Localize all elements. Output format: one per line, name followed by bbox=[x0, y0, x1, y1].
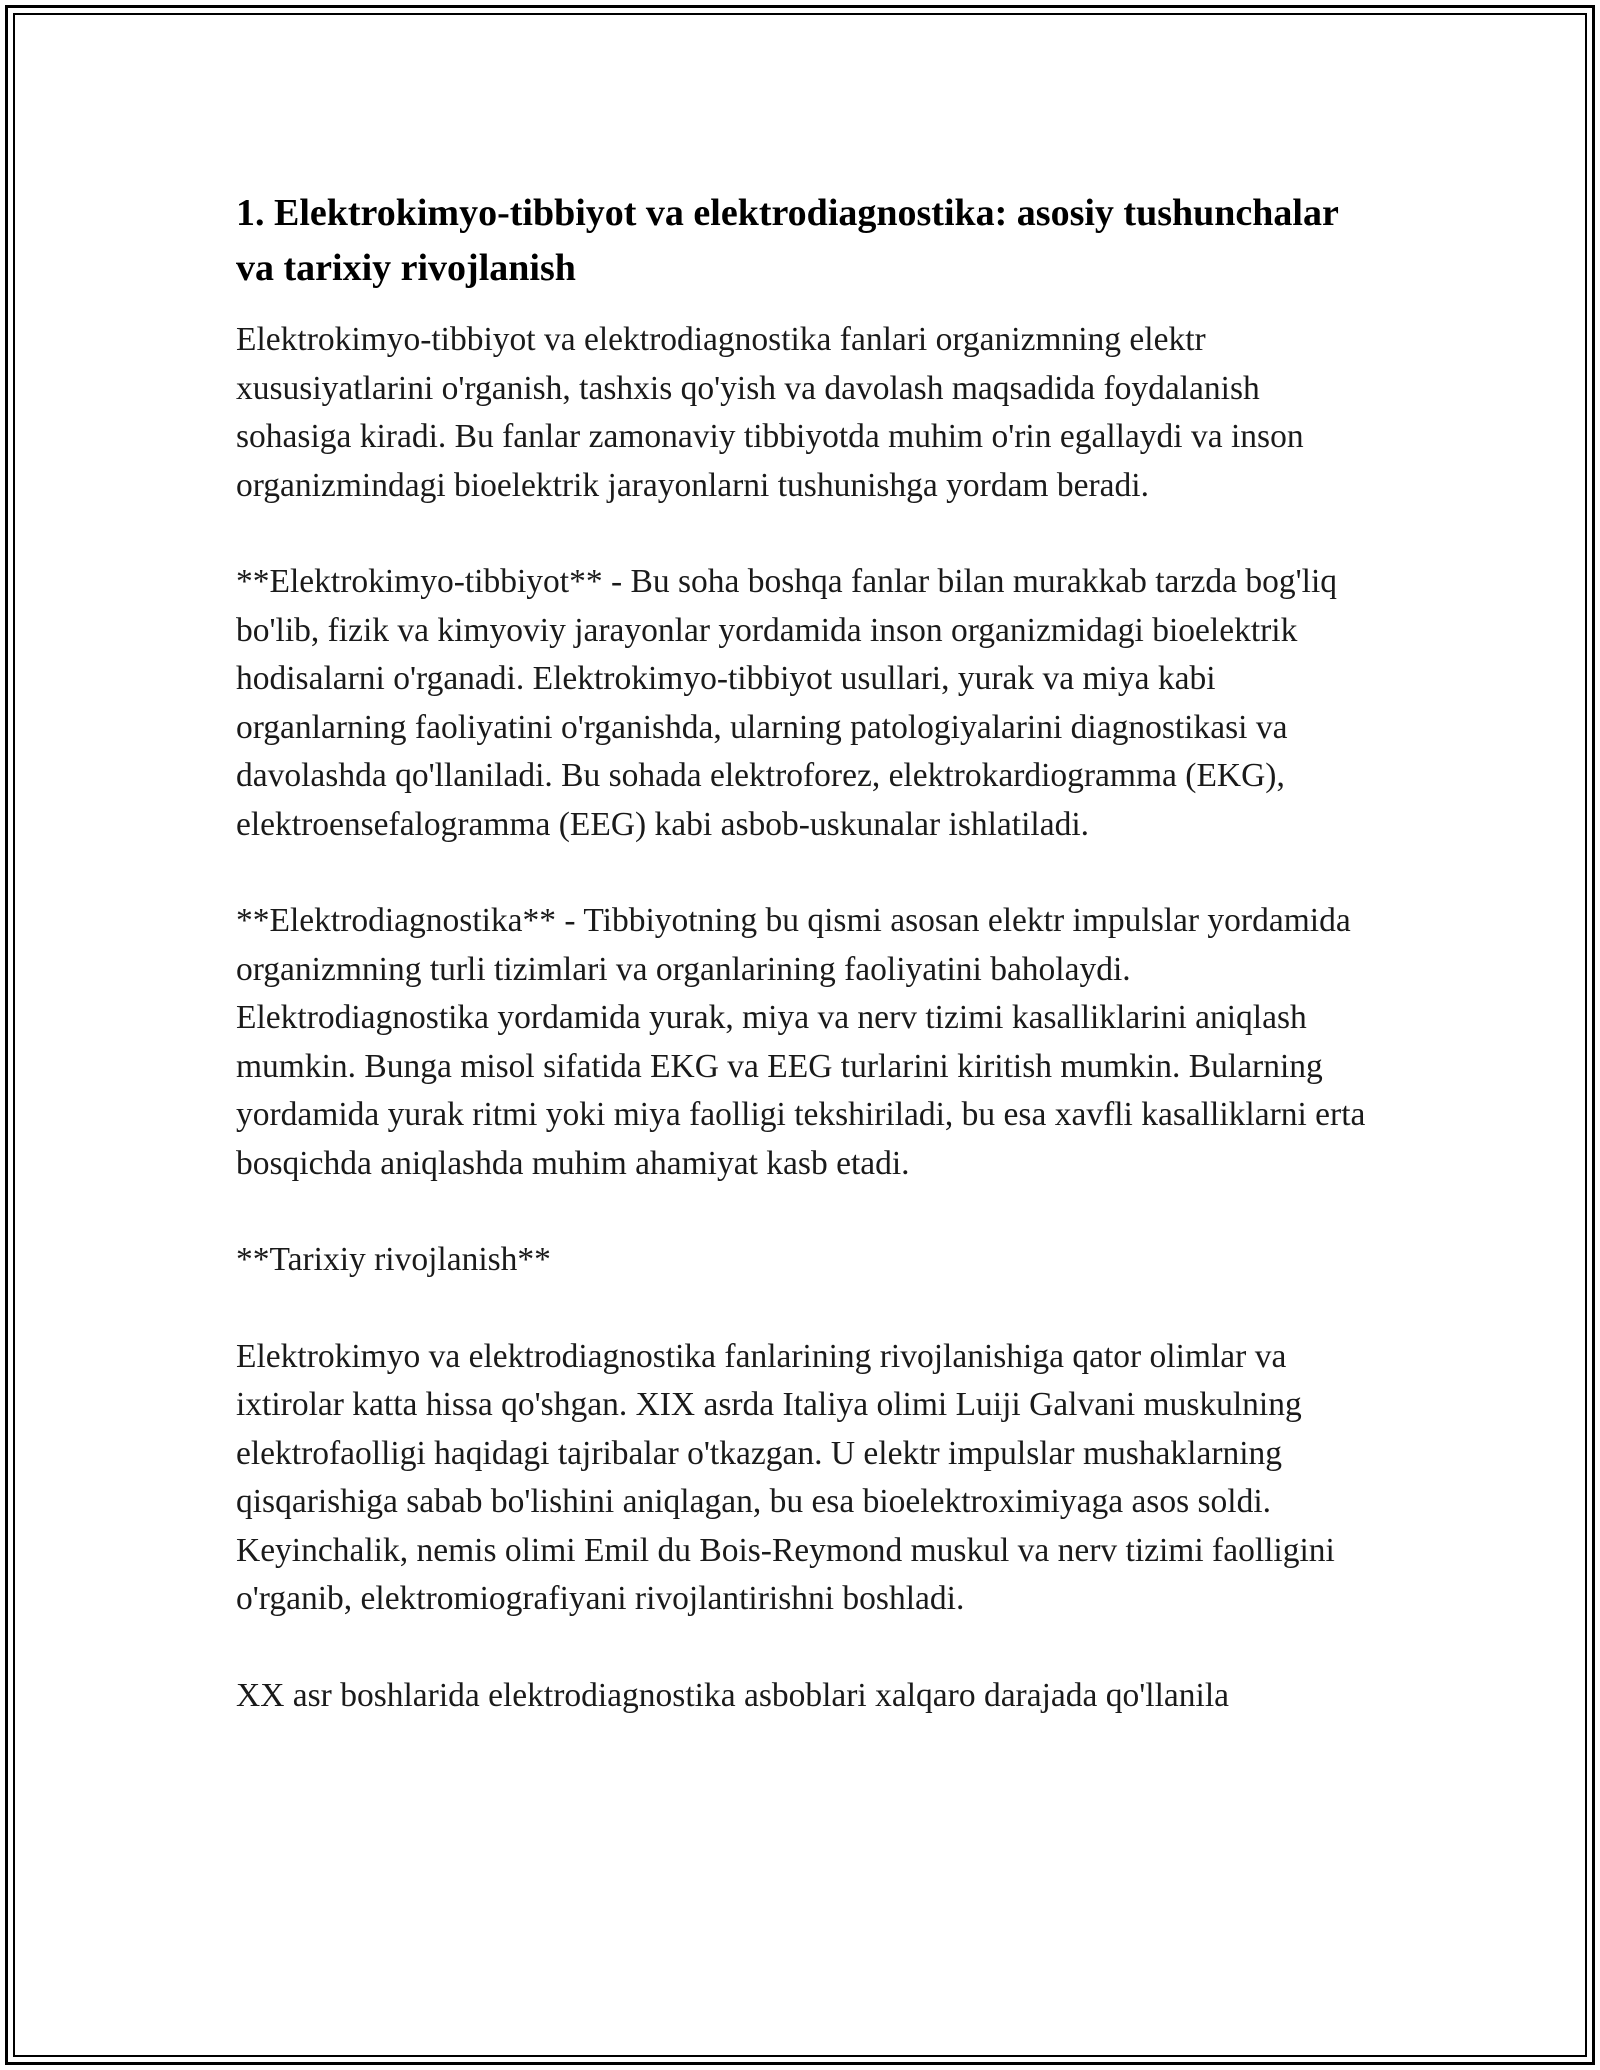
section-heading: 1. Elektrokimyo-tibbiyot va elektrodiagnostika: asosiy tushunchalar va tarixiy rivojlanish bbox=[236, 192, 1339, 289]
document-body bbox=[236, 186, 1366, 1768]
paragraph-elektrodiagnostika: **Elektrodiagnostika** - Tibbiyotning bu qismi asosan elektr impulslar yordamida organizmning turli tizimlari va organlarining faoliyatini baholaydi. Elektrodiagnostika yordamida yurak, miya va nerv tizimi kasalliklarini aniqlash mumkin. Bunga misol sifatida EKG va EEG turlarini kiritish mumkin. Bularning yordamida yurak ritmi yoki miya faolligi tekshiriladi, bu esa xavfli kasalliklarni erta bosqichda aniqlashda muhim ahamiyat kasb etadi. bbox=[236, 902, 1366, 1182]
paragraph-xx-century: XX asr boshlarida elektrodiagnostika asboblari xalqaro darajada qo'llanila bbox=[236, 1676, 1230, 1714]
subheading-tarixiy-rivojlanish: **Tarixiy rivojlanish** bbox=[236, 1241, 551, 1278]
paragraph-history: Elektrokimyo va elektrodiagnostika fanlarining rivojlanishiga qator olimlar va ixtirolar katta hissa qo'shgan. XIX asrda Italiya olimi Luiji Galvani muskulning elektrofaolligi haqidagi tajribalar o'tkazgan. U elektr impulslar mushaklarning qisqarishiga sabab bo'lishini aniqlagan, bu esa bioelektroximiyaga asos soldi. Keyinchalik, nemis olimi Emil du Bois-Reymond muskul va nerv tizimi faolligini o'rganib, elektromiografiyani rivojlantirishni boshladi. bbox=[236, 1337, 1335, 1617]
paragraph-intro: Elektrokimyo-tibbiyot va elektrodiagnostika fanlari organizmning elektr xususiyatlarini o'rganish, tashxis qo'yish va davolash maqsadida foydalanish sohasiga kiradi. Bu fanlar zamonaviy tibbiyotda muhim o'rin egallaydi va inson organizmindagi bioelektrik jarayonlarni tushunishga yordam beradi. bbox=[236, 321, 1304, 504]
paragraph-elektrokimyo-tibbiyot: **Elektrokimyo-tibbiyot** - Bu soha boshqa fanlar bilan murakkab tarzda bog'liq bo'lib, fizik va kimyoviy jarayonlar yordamida inson organizmidagi bioelektrik hodisalarni o'rganadi. Elektrokimyo-tibbiyot usullari, yurak va miya kabi organlarning faoliyatini o'rganishda, ularning patologiyalarini diagnostikasi va davolashda qo'llaniladi. Bu sohada elektroforez, elektrokardiogramma (EKG), elektroensefalogramma (EEG) kabi asbob-uskunalar ishlatiladi. bbox=[236, 563, 1338, 843]
